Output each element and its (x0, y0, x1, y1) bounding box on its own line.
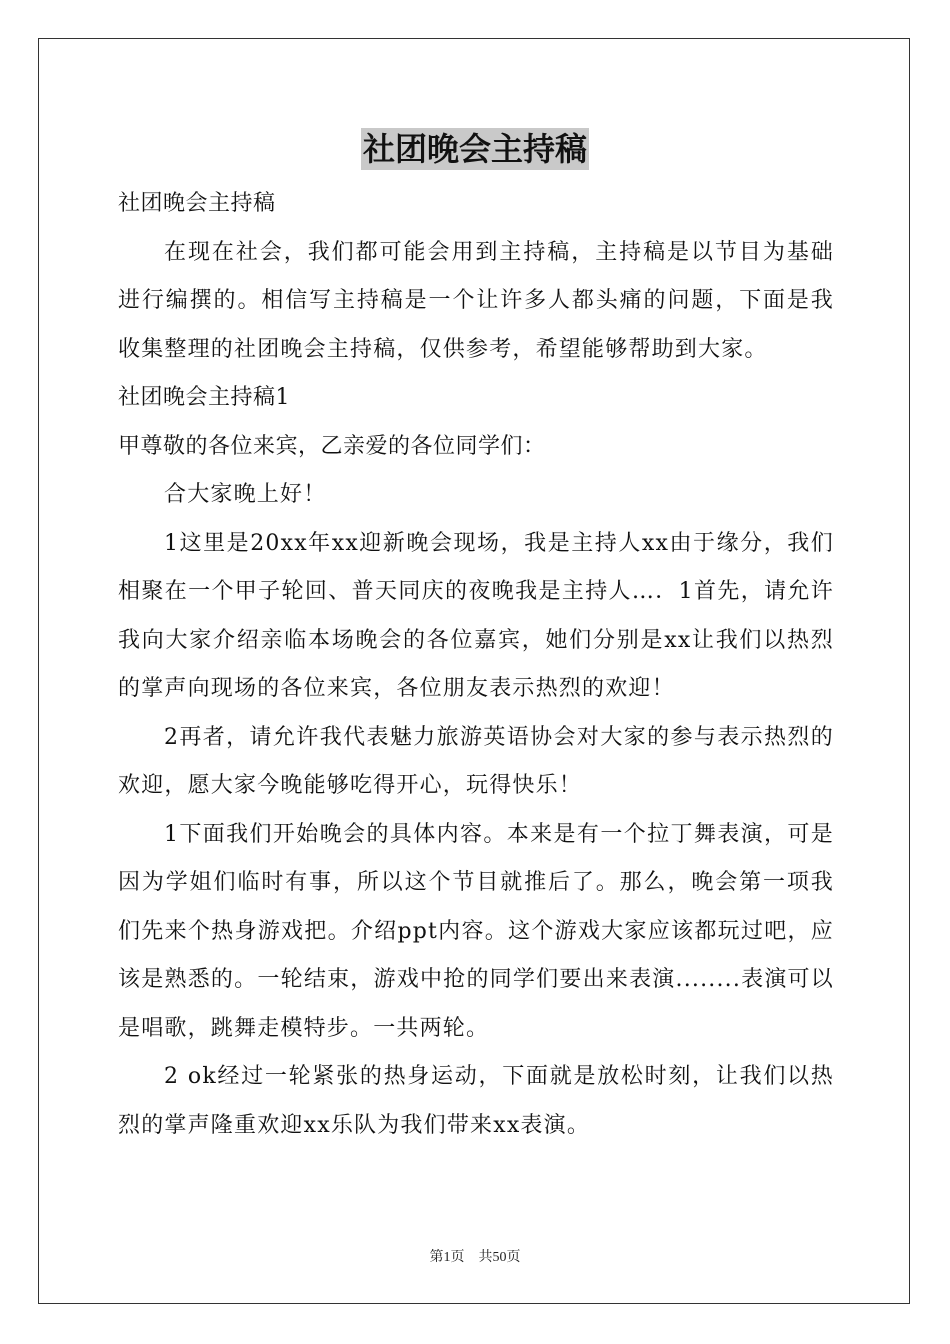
body-paragraph: 2 ok经过一轮紧张的热身运动，下面就是放松时刻，让我们以热烈的掌声隆重欢迎xx乐队为我们带来xx表演。 (118, 1064, 834, 1138)
subtitle-line: 社团晚会主持稿 (118, 191, 276, 216)
greeting-line: 甲尊敬的各位来宾，乙亲爱的各位同学们： (118, 433, 546, 459)
page-footer (0, 1246, 950, 1266)
body-paragraph: 1这里是20xx年xx迎新晚会现场，我是主持人xx由于缘分，我们相聚在一个甲子轮回、普天同庆的夜晚我是主持人…．1首先，请允许我向大家介绍亲临本场晚会的各位嘉宾，她们分别是xx让我们以热烈的掌声向现场的各位来宾，各位朋友表示热烈的欢迎！ (118, 530, 834, 701)
page-total: 共50页 (478, 1250, 521, 1265)
intro-paragraph: 在现在社会，我们都可能会用到主持稿，主持稿是以节目为基础进行编撰的。相信写主持稿是一个让许多人都头痛的问题，下面是我收集整理的社团晚会主持稿，仅供参考，希望能够帮助到大家。 (118, 239, 834, 362)
body-paragraph: 合大家晚上好！ (164, 482, 327, 507)
body-paragraph: 1下面我们开始晚会的具体内容。本来是有一个拉丁舞表演，可是因为学姐们临时有事，所以这个节目就推后了。那么，晚会第一项我们先来个热身游戏把。介绍ppt内容。这个游戏大家应该都玩过吧，应该是熟悉的。一轮结束，游戏中抢的同学们要出来表演........表演可以是唱歌，跳舞走模特步。一共两轮。 (118, 821, 834, 1041)
document-body (118, 180, 834, 1150)
body-paragraph: 2再者，请允许我代表魅力旅游英语协会对大家的参与表示热烈的欢迎，愿大家今晚能够吃得开心，玩得快乐！ (118, 724, 834, 798)
page-number: 第1页 (429, 1250, 465, 1265)
title-container (0, 128, 950, 170)
document-title: 社团晚会主持稿 (362, 130, 587, 168)
section-heading: 社团晚会主持稿1 (118, 385, 290, 410)
